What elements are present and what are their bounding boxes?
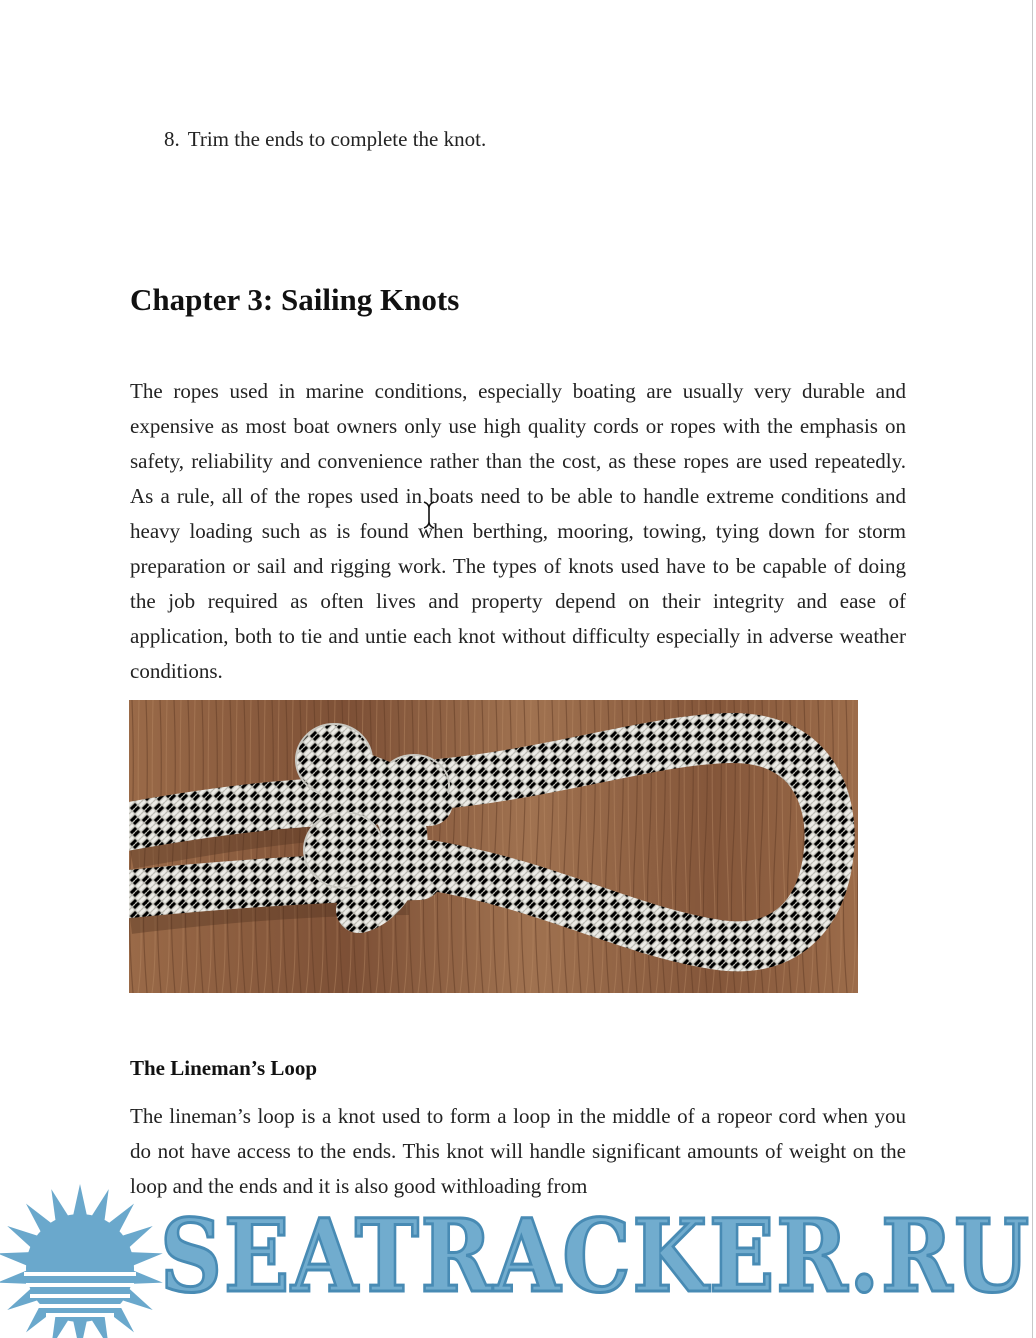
knot-photo	[129, 700, 858, 993]
section-paragraph: The lineman’s loop is a knot used to form a loop in the middle of a ropeor cord when you do not have access to the ends. This knot will handle significant amounts of weight on the loop and the ends and it is also good withloading from	[130, 1104, 906, 1198]
list-item-number: 8.	[164, 127, 180, 151]
watermark-text: SEATRACKER.RU	[160, 1197, 1031, 1315]
list-item	[164, 124, 486, 154]
text-cursor-icon	[422, 500, 436, 530]
list-item-text: Trim the ends to complete the knot.	[187, 127, 487, 151]
body-paragraph: The ropes used in marine conditions, especially boating are usually very durable and expensive as most boat owners only use high quality cords or ropes with the emphasis on safety, reliability and convenience rather than the cost, as these ropes are used repeatedly. As a rule, all of the ropes used in boats need to be able to handle extreme conditions and heavy loading such as is found when berthing, mooring, towing, tying down for storm preparation or sail and rigging work. The types of knots used have to be capable of doing the job required as often lives and property depend on their integrity and ease of application, both to tie and untie each knot without difficulty especially in adverse weather conditions.	[130, 379, 906, 683]
knot-photo-image	[129, 700, 858, 993]
chapter-title: Chapter 3: Sailing Knots	[130, 282, 460, 317]
section-title: The Lineman’s Loop	[130, 1056, 318, 1080]
page-right-border	[1032, 0, 1033, 1338]
